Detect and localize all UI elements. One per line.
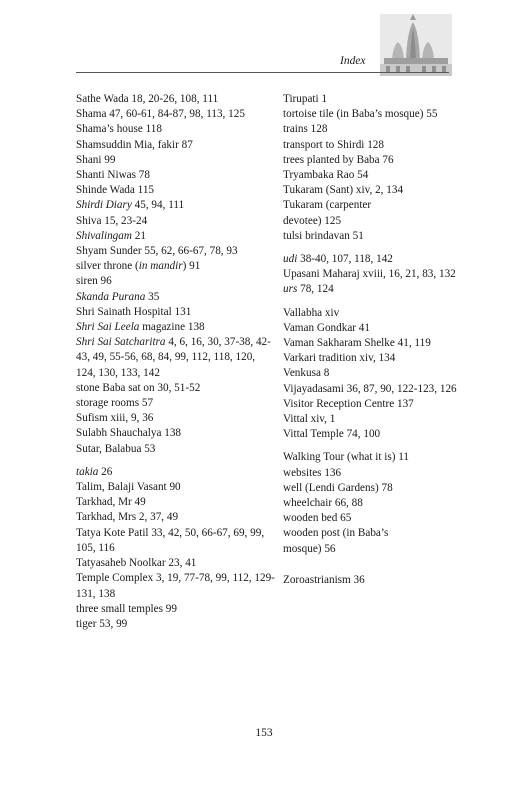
index-entry (283, 138, 468, 153)
index-column-right (283, 92, 468, 588)
section-gap (283, 565, 468, 573)
index-entry-text: devotee) 125 (283, 214, 342, 227)
index-entry (76, 442, 276, 457)
page-number: 153 (255, 727, 273, 739)
index-entry (283, 198, 468, 213)
section-gap (76, 457, 276, 465)
index-entry (283, 382, 468, 397)
index-entry-text: well (Lendi Gardens) 78 (283, 481, 393, 494)
index-entry-text: Tukaram (Sant) xiv, 2, 134 (283, 184, 404, 197)
index-entry (76, 290, 276, 305)
index-entry-text: 45, 94, 111 (131, 199, 185, 212)
index-entry (76, 556, 276, 571)
index-entry (76, 138, 276, 153)
index-entry (283, 542, 468, 557)
index-entry (283, 351, 468, 366)
index-entry-text: Shama’s house 118 (76, 123, 162, 136)
index-entry (283, 282, 468, 297)
index-entry (76, 335, 276, 381)
index-entry-text: Shama 47, 60-61, 84-87, 98, 113, 125 (76, 108, 245, 121)
index-entry (283, 366, 468, 381)
index-entry (76, 411, 276, 426)
index-entry-text: 38-40, 107, 118, 142 (297, 253, 393, 266)
index-entry (76, 183, 276, 198)
running-header-title: Index (340, 55, 366, 67)
index-entry-text: Shirdi Diary (76, 199, 132, 212)
index-entry-text: Tryambaka Rao 54 (283, 169, 369, 182)
index-entry (283, 466, 468, 481)
index-entry-text: 78, 124 (297, 283, 334, 296)
index-entry-text: Shri Sai Satcharitra (76, 336, 166, 349)
index-entry-text: Tarkhad, Mrs 2, 37, 49 (76, 511, 179, 524)
index-entry (283, 321, 468, 336)
index-entry-text: tulsi brindavan 51 (283, 229, 364, 242)
index-entry-text: tortoise tile (in Baba’s mosque) 55 (283, 108, 438, 121)
section-gap (283, 557, 468, 565)
index-entry-text: Sufism xiii, 9, 36 (76, 412, 154, 425)
index-entry (283, 183, 468, 198)
index-entry (76, 617, 276, 632)
index-entry (76, 92, 276, 107)
index-entry-text: Vijayadasami 36, 87, 90, 122-123, 126 (283, 382, 457, 395)
index-entry-text: takia (76, 465, 99, 478)
index-entry (283, 153, 468, 168)
index-entry-text: wooden bed 65 (283, 512, 352, 525)
index-entry-text: mosque) 56 (283, 542, 336, 555)
index-entry (283, 450, 468, 465)
index-entry (76, 480, 276, 495)
index-column-left (76, 92, 276, 632)
section-gap (283, 298, 468, 306)
index-entry (76, 381, 276, 396)
index-entry-text: Varkari tradition xiv, 134 (283, 352, 396, 365)
index-entry-text: transport to Shirdi 128 (283, 138, 384, 151)
index-entry (76, 495, 276, 510)
index-entry-text: trains 128 (283, 123, 328, 136)
index-entry-text: Sulabh Shauchalya 138 (76, 427, 182, 440)
index-entry-text: Vaman Gondkar 41 (283, 321, 370, 334)
index-entry-text: Shinde Wada 115 (76, 184, 155, 197)
index-entry (76, 198, 276, 213)
index-entry-text: Vaman Sakharam Shelke 41, 119 (283, 337, 431, 350)
index-entry (76, 107, 276, 122)
index-entry-text: three small temples 99 (76, 602, 177, 615)
index-entry (283, 168, 468, 183)
index-entry-text: Shivalingam (76, 229, 132, 242)
index-entry-text: Shri Sai Leela (76, 321, 140, 334)
index-entry-text: Vittal Temple 74, 100 (283, 428, 381, 441)
index-entry-text: Tatya Kote Patil 33, 42, 50, 66-67, 69, 99, 105, 116 (76, 526, 265, 554)
index-entry (76, 305, 276, 320)
index-entry-text: Shri Sainath Hospital 131 (76, 305, 192, 318)
section-gap (283, 244, 468, 252)
index-entry-text: websites 136 (283, 466, 342, 479)
index-entry-text: Tirupati 1 (283, 93, 328, 105)
temple-logo-icon (380, 14, 452, 76)
index-entry-text: Venkusa 8 (283, 367, 330, 380)
index-entry-text: Vallabha xiv (283, 306, 340, 319)
index-entry (283, 526, 468, 541)
index-entry (283, 427, 468, 442)
index-entry-text: wheelchair 66, 88 (283, 497, 363, 510)
index-entry-text: storage rooms 57 (76, 397, 154, 410)
index-entry-text: udi (283, 253, 298, 266)
index-entry (76, 168, 276, 183)
index-entry-text: stone Baba sat on 30, 51-52 (76, 381, 201, 394)
index-entry-text: 4, 6, 16, 30, 37-38, 42-43, 49, 55-56, 68, 84, 99, 112, 118, 120, 124, 130, 133, 142 (76, 336, 271, 379)
index-entry (76, 510, 276, 525)
index-entry-text: Sutar, Balabua 53 (76, 442, 156, 455)
index-entry (76, 602, 276, 617)
index-entry (76, 274, 276, 289)
index-entry (283, 122, 468, 137)
index-entry-text: Walking Tour (what it is) 11 (283, 451, 410, 464)
index-entry (283, 229, 468, 244)
index-entry (76, 396, 276, 411)
index-entry-text: Shiva 15, 23-24 (76, 214, 148, 227)
header-rule (76, 72, 449, 73)
index-entry (283, 573, 468, 588)
index-entry (283, 107, 468, 122)
index-entry-text: Shanti Niwas 78 (76, 169, 150, 182)
index-entry-text: trees planted by Baba 76 (283, 153, 394, 166)
index-entry (76, 320, 276, 335)
index-entry (76, 259, 276, 274)
index-entry (76, 526, 276, 556)
index-entry-text: Shamsuddin Mia, fakir 87 (76, 138, 193, 151)
section-gap (283, 442, 468, 450)
index-entry (76, 465, 276, 480)
index-entry (283, 511, 468, 526)
index-entry (76, 122, 276, 137)
index-entry-text: urs (283, 283, 298, 296)
index-entry (283, 306, 468, 321)
index-entry-text: wooden post (in Baba’s (283, 527, 389, 540)
index-entry-text: Tukaram (carpenter (283, 199, 372, 212)
index-entry (283, 412, 468, 427)
index-entry (76, 214, 276, 229)
index-entry-text: Shani 99 (76, 153, 116, 166)
index-entry (283, 267, 468, 282)
index-entry (76, 426, 276, 441)
index-entry-text: Visitor Reception Centre 137 (283, 397, 414, 410)
index-entry (283, 397, 468, 412)
index-entry-text: 35 (145, 290, 160, 303)
index-entry (283, 336, 468, 351)
index-entry-text: tiger 53, 99 (76, 617, 128, 630)
index-entry-text: Sathe Wada 18, 20-26, 108, 111 (76, 93, 219, 105)
index-entry-text: Zoroastrianism 36 (283, 573, 365, 586)
index-entry-text: siren 96 (76, 275, 112, 288)
index-entry (283, 252, 468, 267)
index-entry-text: 21 (131, 229, 146, 242)
index-entry (76, 229, 276, 244)
index-entry-text: in mandir (138, 260, 183, 273)
index-entry (283, 481, 468, 496)
index-entry-text: silver throne ( (76, 260, 139, 273)
index-entry-text: Shyam Sunder 55, 62, 66-67, 78, 93 (76, 245, 238, 258)
index-entry-text: magazine 138 (139, 321, 205, 334)
index-entry-text: Upasani Maharaj xviii, 16, 21, 83, 132 (283, 268, 456, 281)
index-entry (76, 153, 276, 168)
index-entry-text: ) 91 (182, 260, 201, 273)
index-entry (76, 244, 276, 259)
index-entry-text: Temple Complex 3, 19, 77-78, 99, 112, 129-131, 138 (76, 572, 275, 600)
index-entry-text: 26 (98, 465, 113, 478)
index-entry-text: Tarkhad, Mr 49 (76, 496, 146, 509)
index-entry-text: Skanda Purana (76, 290, 146, 303)
index-entry (283, 496, 468, 511)
index-entry-text: Tatyasaheb Noolkar 23, 41 (76, 557, 197, 570)
index-entry (76, 571, 276, 601)
index-entry-text: Vittal xiv, 1 (283, 413, 336, 426)
index-entry (283, 92, 468, 107)
index-entry (283, 214, 468, 229)
index-entry-text: Talim, Balaji Vasant 90 (76, 481, 181, 494)
